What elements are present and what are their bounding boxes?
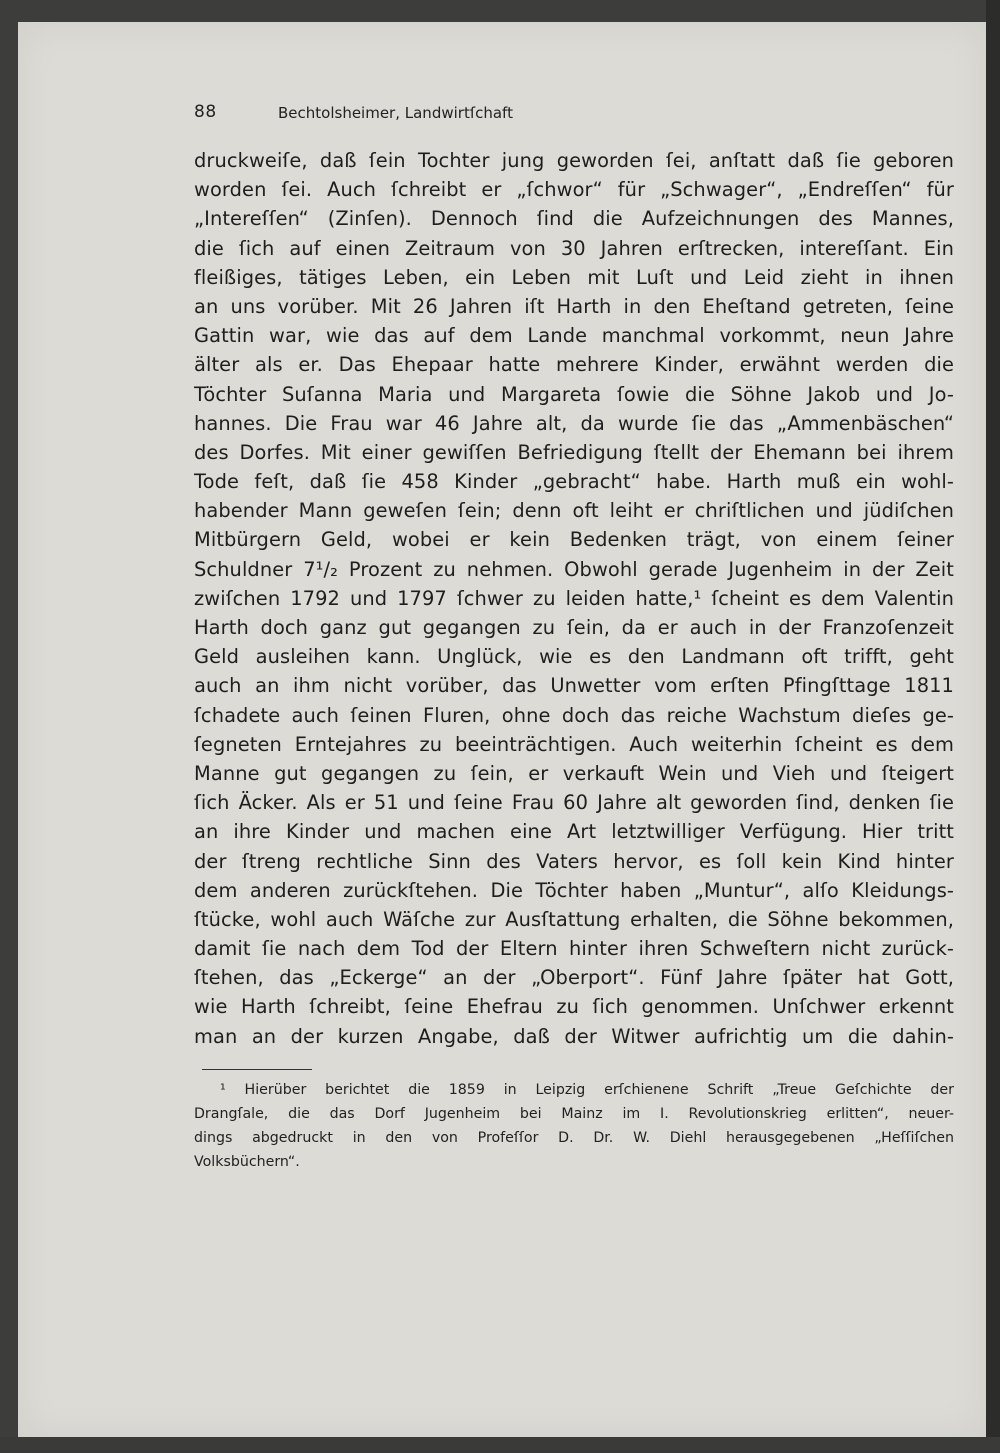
footnote-line: ¹ Hierüber berichtet die 1859 in Leipzig erſchienene Schrift „Treue Geſchichte der bbox=[220, 1082, 954, 1098]
body-line: dem anderen zurückſtehen. Die Töchter haben „Muntur“, alſo Kleidungs- bbox=[194, 878, 954, 902]
body-line: „Intereſſen“ (Zinſen). Dennoch ſind die Aufzeichnungen des Mannes, bbox=[194, 207, 954, 231]
body-line: Geld ausleihen kann. Unglück, wie es den Landmann oft trifft, geht bbox=[194, 645, 954, 669]
footnotes bbox=[194, 1078, 954, 1174]
body-line: ſich Äcker. Als er 51 und ſeine Frau 60 Jahre alt geworden ſind, denken ſie bbox=[194, 791, 954, 815]
running-head: Bechtolsheimer, Landwirtſchaft bbox=[278, 104, 513, 122]
body-line: der ſtreng rechtliche Sinn des Vaters hervor, es ſoll kein Kind hinter bbox=[194, 849, 954, 873]
body-line: druckweiſe, daß ſein Tochter jung geworden ſei, anſtatt daß ſie geboren bbox=[194, 149, 954, 172]
body-line: auch an ihm nicht vorüber, das Unwetter vom erſten Pfingſttage 1811 bbox=[194, 674, 954, 698]
body-line: Gattin war, wie das auf dem Lande manchmal vorkommt, neun Jahre bbox=[194, 324, 954, 348]
body-line: wie Harth ſchreibt, ſeine Ehefrau zu ſich genommen. Unſchwer erkennt bbox=[194, 995, 954, 1019]
footnote-line: Volksbüchern“. bbox=[194, 1154, 300, 1170]
body-line: Harth doch ganz gut gegangen zu ſein, da er auch in der Franzoſenzeit bbox=[194, 616, 954, 639]
body-line: ſtehen, das „Eckerge“ an der „Oberport“. Fünf Jahre ſpäter hat Gott, bbox=[194, 966, 954, 990]
body-line: des Dorfes. Mit einer gewiſſen Befriedigung ſtellt der Ehemann bei ihrem bbox=[194, 440, 954, 464]
body-line: ſegneten Erntejahres zu beeinträchtigen. Auch weiterhin ſcheint es dem bbox=[194, 732, 954, 756]
body-line: hannes. Die Frau war 46 Jahre alt, da wurde ſie das „Ammenbäschen“ bbox=[194, 411, 954, 435]
body-line: habender Mann geweſen ſein; denn oft leiht er chriſtlichen und jüdiſchen bbox=[194, 499, 954, 523]
footnote-line: dings abgedruckt in den von Profeſſor D. Dr. W. Diehl herausgegebenen „Heſſiſchen bbox=[194, 1130, 954, 1146]
body-line: älter als er. Das Ehepaar hatte mehrere Kinder, erwähnt werden die bbox=[194, 353, 954, 377]
footnote-line: Drangſale, die das Dorf Jugenheim bei Mainz im I. Revolutionskrieg erlitten“, neuer- bbox=[194, 1106, 954, 1122]
body-line: worden ſei. Auch ſchreibt er „ſchwor“ für „Schwager“, „Endreſſen“ für bbox=[194, 178, 954, 202]
body-line: fleißiges, tätiges Leben, ein Leben mit Luſt und Leid zieht in ihnen bbox=[194, 265, 954, 289]
page-number: 88 bbox=[194, 102, 217, 122]
footnote-rule bbox=[202, 1069, 312, 1070]
body-line: Tode feſt, daß ſie 458 Kinder „gebracht“ habe. Harth muß ein wohl- bbox=[194, 470, 954, 494]
body-line: damit ſie nach dem Tod der Eltern hinter ihren Schweſtern nicht zurück- bbox=[194, 937, 954, 961]
body-line: zwiſchen 1792 und 1797 ſchwer zu leiden hatte,¹ ſcheint es dem Valentin bbox=[194, 586, 954, 610]
scan-bottom-edge bbox=[0, 1437, 1000, 1453]
body-line: ſtücke, wohl auch Wäſche zur Ausſtattung erhalten, die Söhne bekommen, bbox=[194, 907, 954, 931]
body-line: Mitbürgern Geld, wobei er kein Bedenken trägt, von einem ſeiner bbox=[194, 528, 954, 552]
body-line: Töchter Suſanna Maria und Margareta ſowie die Söhne Jakob und Jo- bbox=[194, 382, 954, 406]
body-line: Manne gut gegangen zu ſein, er verkauft Wein und Vieh und ſteigert bbox=[194, 761, 954, 785]
body-line: die ſich auf einen Zeitraum von 30 Jahren erſtrecken, intereſſant. Ein bbox=[194, 236, 954, 260]
page-header bbox=[194, 102, 954, 128]
body-line: ſchadete auch ſeinen Fluren, ohne doch das reiche Wachstum dieſes ge- bbox=[194, 703, 954, 727]
body-text bbox=[194, 146, 954, 1051]
body-line: man an der kurzen Angabe, daß der Witwer aufrichtig um die dahin- bbox=[194, 1024, 954, 1048]
body-line: Schuldner 7¹/₂ Prozent zu nehmen. Obwohl gerade Jugenheim in der Zeit bbox=[194, 557, 954, 581]
scan-right-edge bbox=[986, 0, 1000, 1453]
body-line: an ihre Kinder und machen eine Art letztwilliger Verfügung. Hier tritt bbox=[194, 820, 954, 844]
body-line: an uns vorüber. Mit 26 Jahren iſt Harth in den Eheſtand getreten, ſeine bbox=[194, 294, 954, 318]
